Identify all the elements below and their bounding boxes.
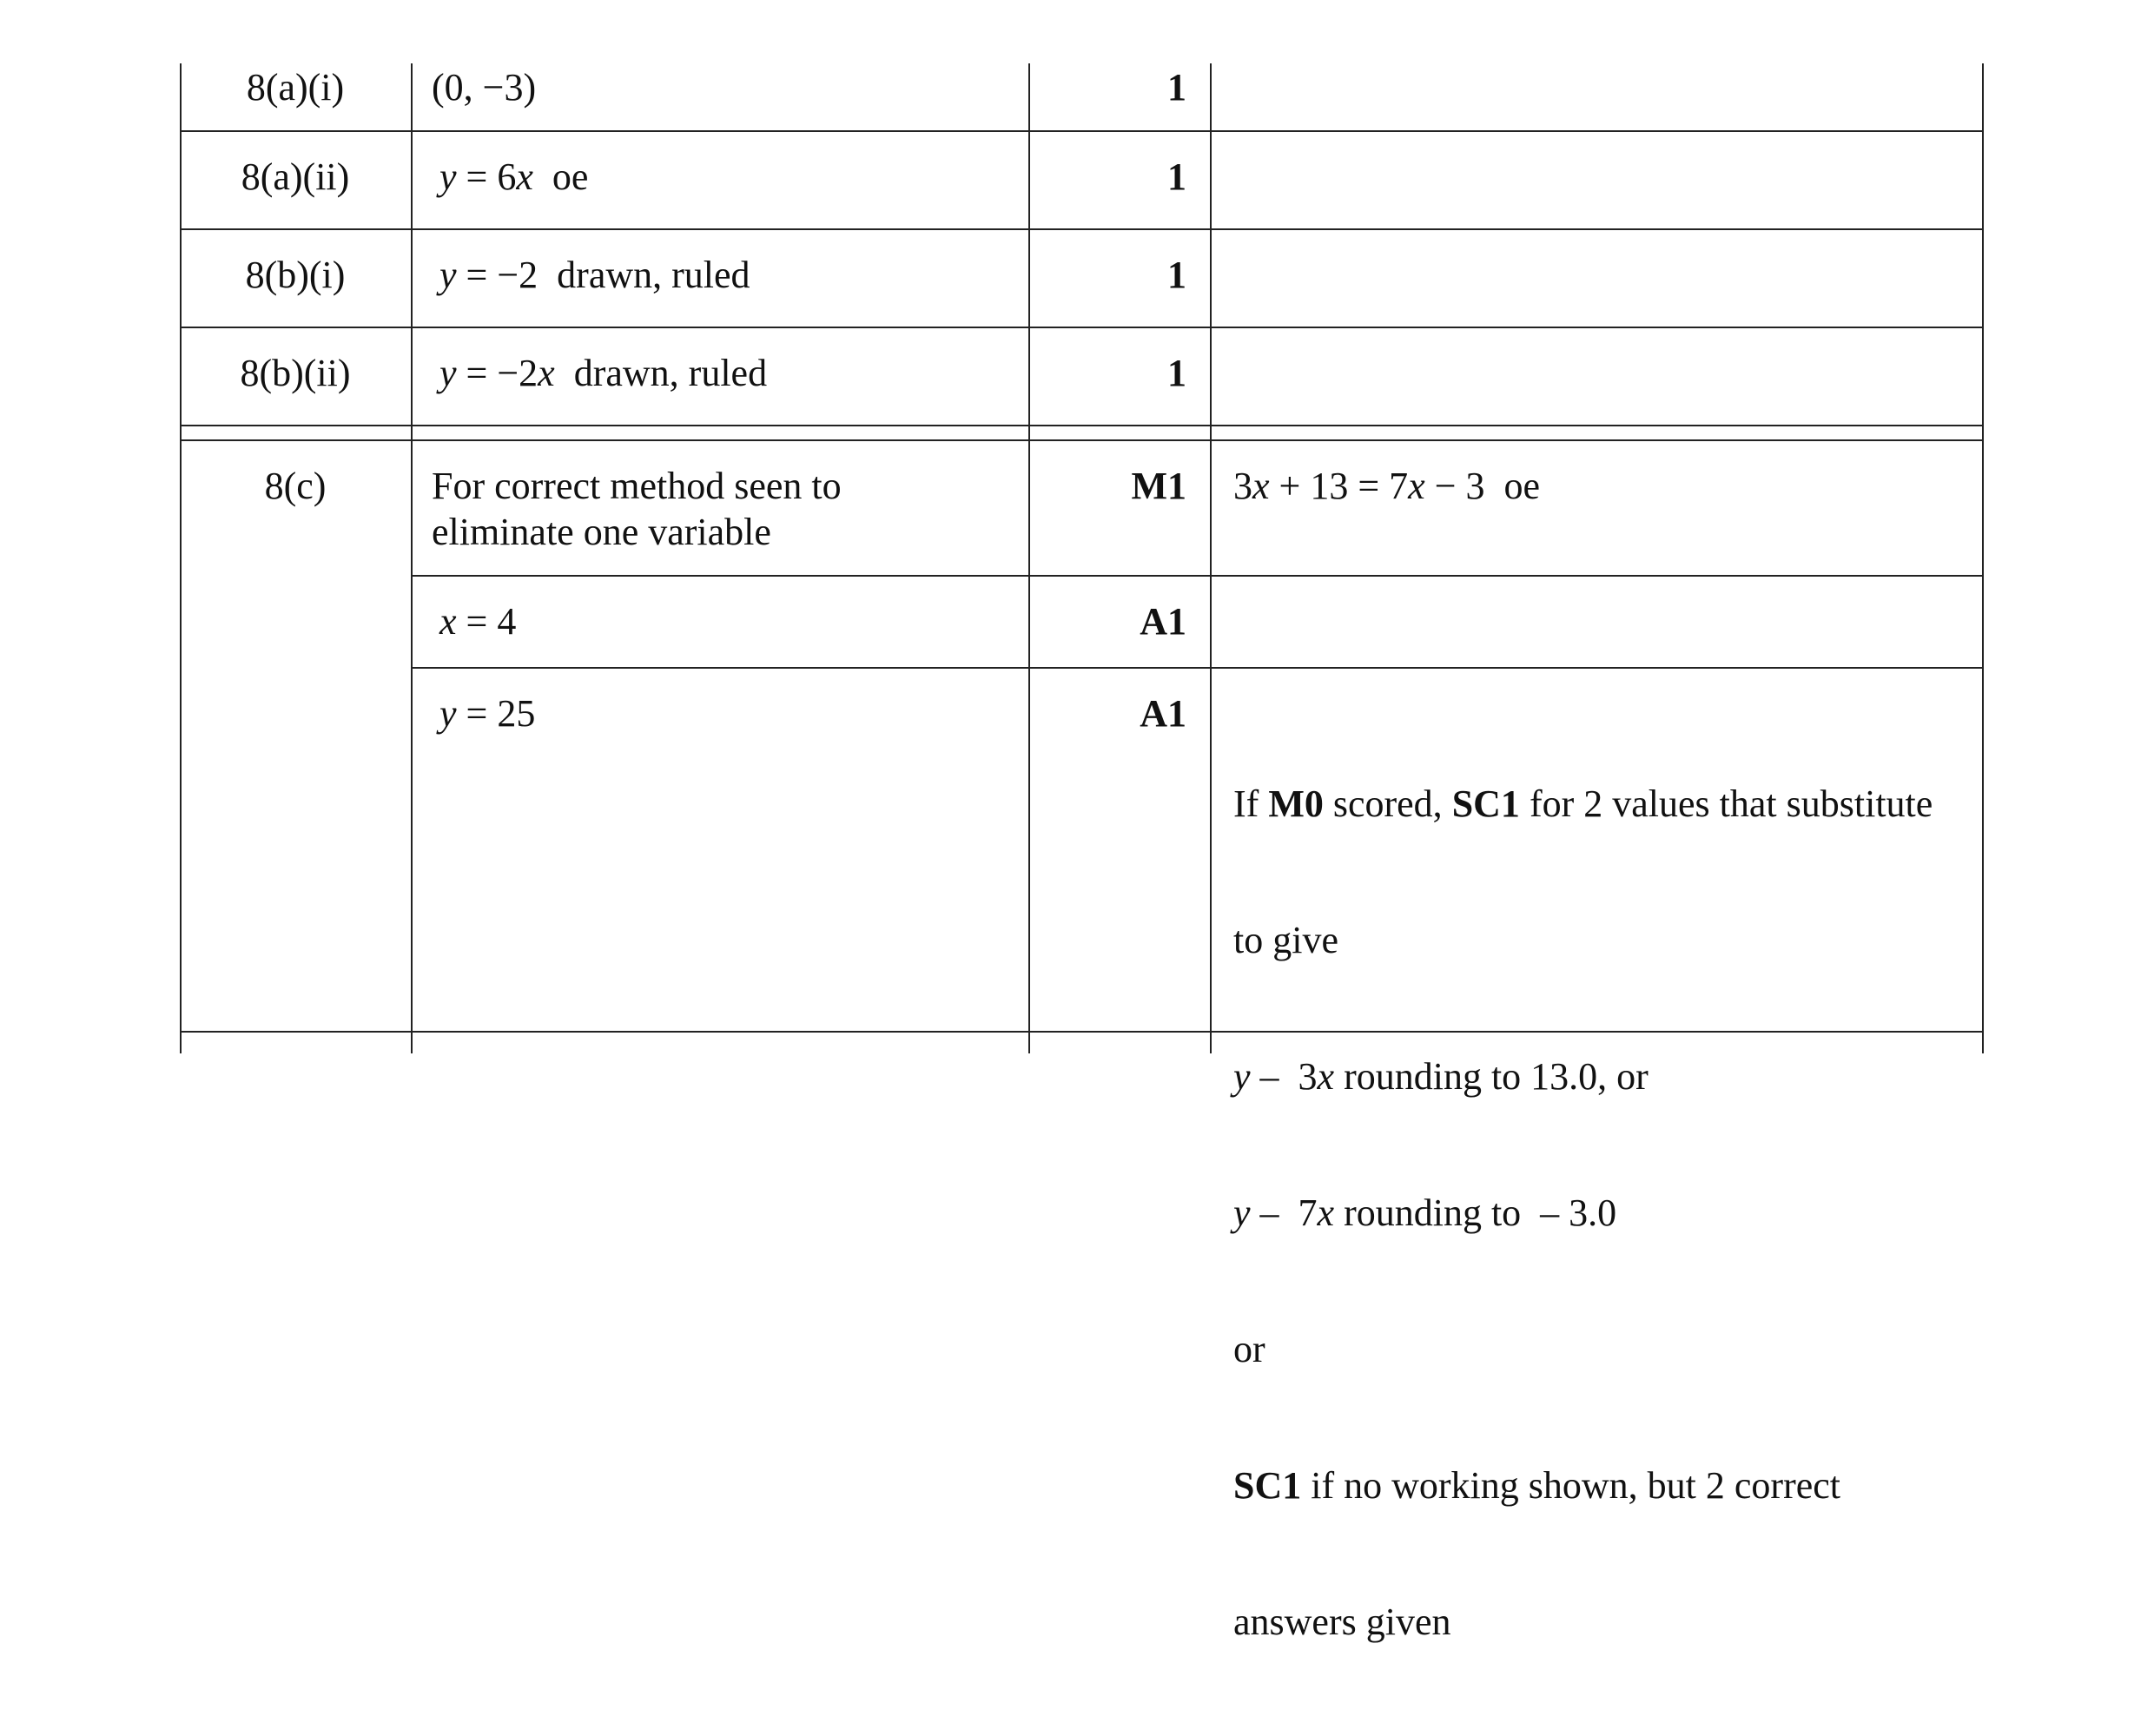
text: – 3 — [1250, 1055, 1318, 1098]
equation: = −2 — [456, 352, 538, 394]
text: for 2 values that substitute — [1519, 782, 1933, 825]
var-x: x — [1317, 1191, 1335, 1234]
equation: = 4 — [456, 600, 517, 643]
col-line-1 — [411, 63, 413, 1053]
answer-cell — [439, 599, 516, 644]
row-line — [180, 327, 1984, 328]
var-y: y — [1233, 1191, 1251, 1234]
guidance-line: answers given — [1233, 1601, 1451, 1643]
col-line-left — [180, 63, 182, 1053]
answer-cell — [439, 253, 750, 298]
var-y: y — [439, 692, 457, 735]
answer-cell — [439, 691, 535, 736]
answer-cell — [432, 464, 842, 556]
var-x: x — [1252, 465, 1270, 507]
question-number: 8(a)(i) — [246, 66, 345, 109]
answer-cell — [439, 155, 588, 200]
oe-text: oe — [1484, 465, 1541, 507]
text: if no working shown, but 2 correct — [1301, 1464, 1841, 1507]
var-x: x — [1408, 465, 1425, 507]
equation: = 6 — [456, 155, 517, 198]
col-line-2 — [1028, 63, 1030, 1053]
var-x: x — [538, 352, 555, 394]
question-number: 8(c) — [264, 465, 327, 507]
equation: = −2 — [456, 254, 538, 296]
answer-cell — [439, 351, 767, 396]
mark-cell: 1 — [1167, 352, 1186, 394]
mark-cell: 1 — [1167, 66, 1186, 109]
col-line-right — [1982, 63, 1984, 1053]
guidance-line — [1233, 1463, 1933, 1509]
answer-line: For correct method seen to — [432, 465, 842, 507]
row-line — [180, 425, 1984, 426]
equation: + 13 = 7 — [1269, 465, 1409, 507]
equation: = 25 — [456, 692, 536, 735]
row-line — [411, 575, 1984, 577]
answer-suffix: drawn, ruled — [554, 352, 768, 394]
row-separator — [180, 439, 1984, 441]
mark-cell: A1 — [1140, 692, 1186, 735]
question-number: 8(b)(ii) — [240, 352, 351, 394]
text: – 7 — [1250, 1191, 1318, 1234]
mark-code: M0 — [1268, 782, 1324, 825]
mark-cell: A1 — [1140, 600, 1186, 643]
answer-suffix: drawn, ruled — [538, 254, 750, 296]
guidance-line: to give — [1233, 919, 1338, 961]
var-y: y — [439, 155, 457, 198]
mark-cell: M1 — [1131, 465, 1186, 507]
mark-cell: 1 — [1167, 254, 1186, 296]
var-x: x — [516, 155, 533, 198]
var-y: y — [439, 352, 457, 394]
var-y: y — [1233, 1055, 1251, 1098]
var-y: y — [439, 254, 457, 296]
text: rounding to – 3.0 — [1334, 1191, 1617, 1234]
answer-suffix: oe — [532, 155, 589, 198]
coef: 3 — [1233, 465, 1252, 507]
guidance-cell — [1233, 464, 1540, 509]
row-line — [411, 667, 1984, 669]
guidance-cell — [1233, 691, 1933, 1736]
text: scored, — [1323, 782, 1452, 825]
mark-code: SC1 — [1451, 782, 1520, 825]
mark-code: SC1 — [1233, 1464, 1302, 1507]
guidance-line — [1233, 1191, 1933, 1237]
var-x: x — [439, 600, 457, 643]
row-line — [180, 228, 1984, 230]
question-number: 8(b)(i) — [245, 254, 346, 296]
guidance-line — [1233, 782, 1933, 828]
mark-cell: 1 — [1167, 155, 1186, 198]
answer-cell: (0, −3) — [432, 66, 537, 109]
equation: − 3 — [1424, 465, 1485, 507]
text: rounding to 13.0, or — [1334, 1055, 1649, 1098]
question-number: 8(a)(ii) — [241, 155, 350, 198]
row-line — [180, 130, 1984, 132]
guidance-line — [1233, 1054, 1933, 1100]
text: If — [1233, 782, 1269, 825]
var-x: x — [1317, 1055, 1335, 1098]
guidance-line: or — [1233, 1328, 1265, 1370]
answer-line: eliminate one variable — [432, 511, 771, 553]
col-line-3 — [1210, 63, 1212, 1053]
